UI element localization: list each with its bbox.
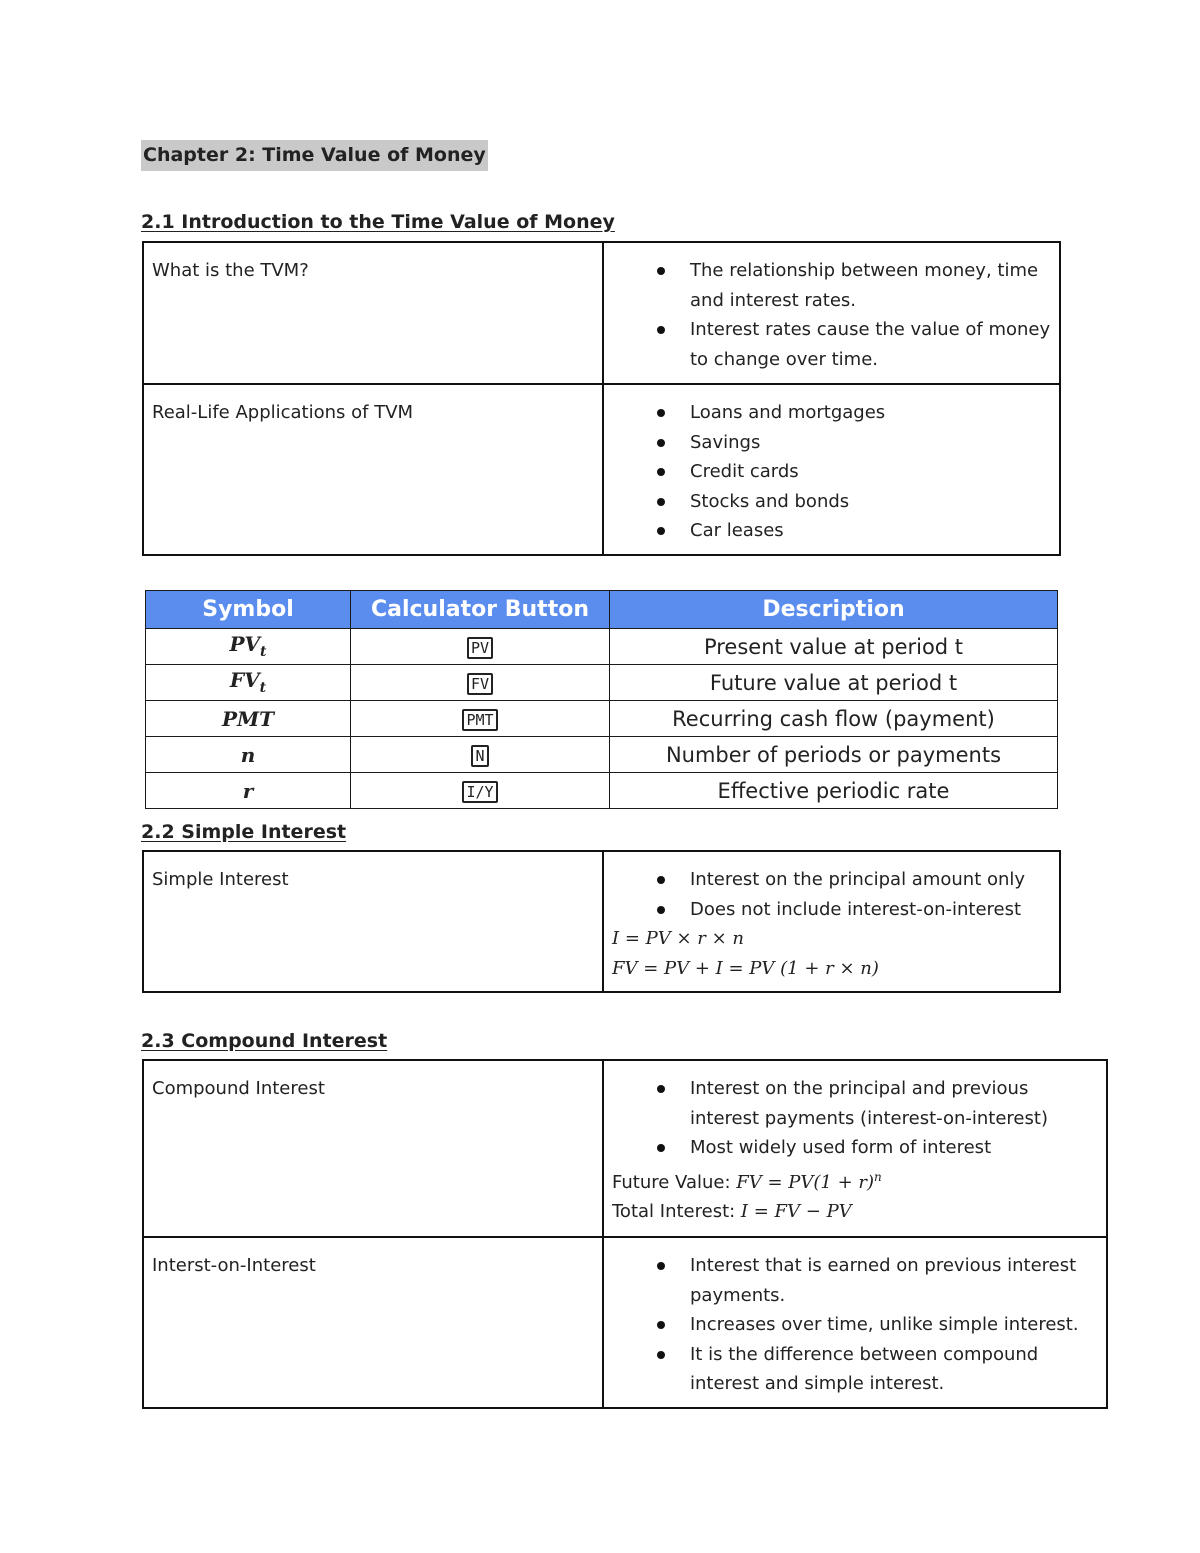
button-cell [351,737,610,773]
description-cell: Present value at period t [610,629,1058,665]
bullet-list [612,256,1051,374]
total-interest-line [612,1197,1102,1227]
tvm-intro-table [142,241,1061,556]
row-content [603,242,1060,384]
table-row [146,701,1058,737]
list-item: Car leases [650,516,1051,546]
formula-simple-interest: I = PV × r × n [612,928,744,949]
table-row [143,851,1060,992]
list-item: It is the difference between compound interest and simple interest. [650,1340,1102,1399]
calculator-key-pv: PV [467,637,493,659]
table-row [143,1237,1107,1408]
row-label: What is the TVM? [143,242,603,384]
list-item: Credit cards [650,457,1051,487]
calculator-key-fv: FV [467,673,493,695]
list-item: Interest on the principal amount only [650,865,1055,895]
table-header-row [146,591,1058,629]
symbol-math: r [242,778,254,803]
list-item: Interest rates cause the value of money to change over time. [650,315,1051,374]
chapter-title: Chapter 2: Time Value of Money [141,140,488,171]
simple-interest-table [142,850,1061,993]
button-cell [351,773,610,809]
symbol-math: n [240,742,256,767]
table-row [146,629,1058,665]
compound-interest-table [142,1059,1108,1409]
formula-total-interest: I = FV − PV [740,1201,852,1222]
list-item: Interest on the principal and previous interest payments (interest-on-interest) [650,1074,1102,1133]
description-cell: Recurring cash flow (payment) [610,701,1058,737]
table-row [143,1060,1107,1237]
future-value-label: Future Value: [612,1171,737,1193]
list-item: Does not include interest-on-interest [650,895,1055,925]
symbol-math: PV [229,632,261,657]
list-item: Savings [650,428,1051,458]
row-content [603,384,1060,555]
symbol-math: FV [229,668,260,693]
symbol-cell [146,701,351,737]
symbol-cell [146,773,351,809]
list-item: Loans and mortgages [650,398,1051,428]
description-cell: Effective periodic rate [610,773,1058,809]
table-row [143,384,1060,555]
table-row [146,737,1058,773]
row-label: Real-Life Applications of TVM [143,384,603,555]
symbol-math: PMT [221,706,275,731]
bullet-list [612,1251,1102,1399]
calculator-key-pmt: PMT [462,709,497,731]
section-heading-2-2: 2.2 Simple Interest [141,821,347,843]
symbol-subscript: t [260,644,267,661]
list-item: Most widely used form of interest [650,1133,1102,1163]
row-label: Interst-on-Interest [143,1237,603,1408]
formula-future-value-compound: FV = PV(1 + r) [736,1171,875,1193]
table-row [143,242,1060,384]
list-item: Increases over time, unlike simple interest. [650,1310,1102,1340]
total-interest-label: Total Interest: [612,1201,741,1222]
row-label: Simple Interest [143,851,603,992]
bullet-list [612,398,1051,546]
symbol-cell [146,665,351,701]
table-row [146,773,1058,809]
symbol-cell [146,737,351,773]
formula-exponent: n [874,1169,882,1184]
column-header-calculator-button: Calculator Button [351,591,610,629]
section-heading-2-1: 2.1 Introduction to the Time Value of Money [141,211,615,233]
column-header-description: Description [610,591,1058,629]
row-content [603,1237,1107,1408]
list-item: The relationship between money, time and interest rates. [650,256,1051,315]
section-heading-2-3: 2.3 Compound Interest [141,1030,388,1052]
calculator-key-n: N [471,745,488,767]
button-cell [351,665,610,701]
table-row [146,665,1058,701]
bullet-list [612,865,1055,924]
future-value-line [612,1163,1102,1198]
list-item: Stocks and bonds [650,487,1051,517]
description-cell: Future value at period t [610,665,1058,701]
calculator-key-iy: I/Y [462,781,497,803]
description-cell: Number of periods or payments [610,737,1058,773]
list-item: Interest that is earned on previous interest payments. [650,1251,1102,1310]
symbol-cell [146,629,351,665]
formula-future-value-simple: FV = PV + I = PV (1 + r × n) [612,957,879,979]
bullet-list [612,1074,1102,1163]
column-header-symbol: Symbol [146,591,351,629]
row-content [603,1060,1107,1237]
row-label: Compound Interest [143,1060,603,1237]
symbol-table [145,590,1058,809]
button-cell [351,701,610,737]
symbol-subscript: t [259,680,267,697]
row-content [603,851,1060,992]
button-cell [351,629,610,665]
